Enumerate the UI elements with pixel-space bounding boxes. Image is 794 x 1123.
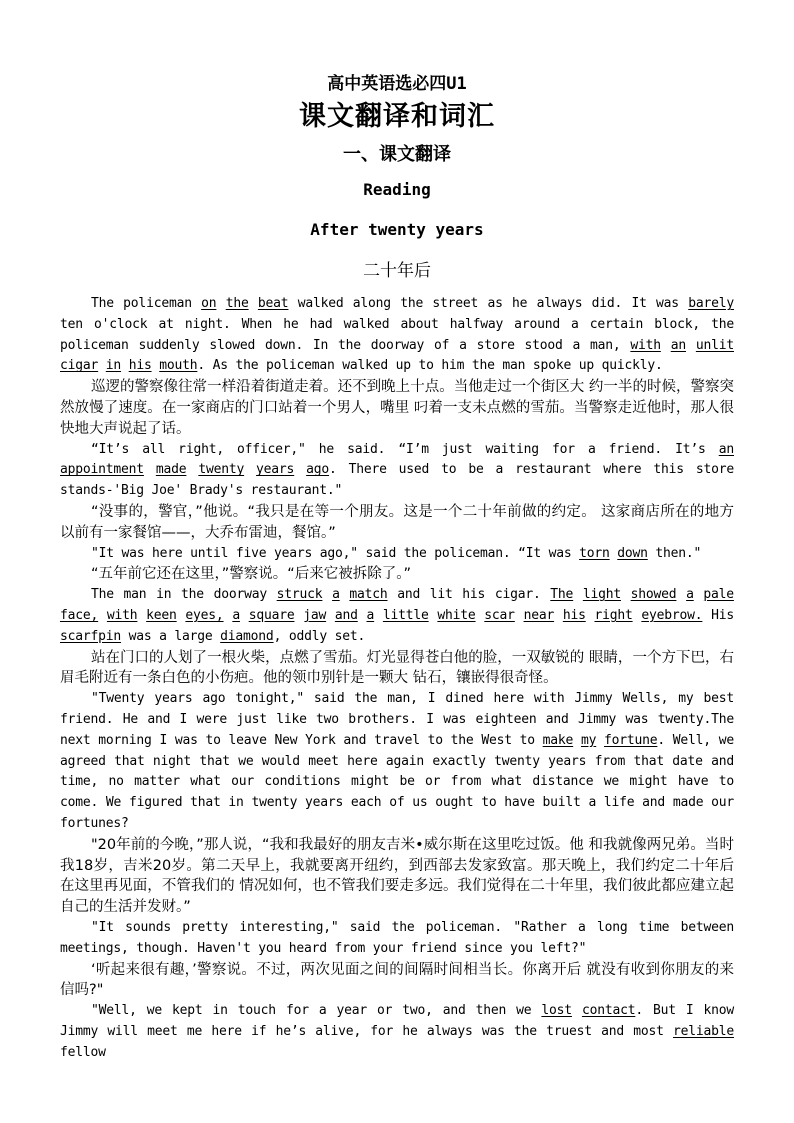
text-run: [358, 608, 367, 623]
text-run: walked along the street as he always did. It was: [288, 296, 689, 311]
text-run: [294, 608, 303, 623]
text-run: ten o'clock at night. When he had walked about halfway around a certain block, the policeman suddenly slowed down. In the doorway of a store stood a man,: [60, 316, 734, 353]
underlined-vocab: a: [366, 607, 375, 623]
text-run: [244, 462, 256, 477]
text-run: fellow: [60, 1044, 106, 1060]
underlined-vocab: beat: [257, 296, 289, 311]
paragraph-chinese: [60, 502, 734, 544]
text-run: "It sounds pretty interesting," said the policeman. "Rather a long time between meetings, though. Haven't you heard from your friend since you left?": [60, 919, 734, 956]
underlined-vocab: The: [550, 587, 574, 603]
text-run: “It’s all right, officer," he said. “I’m just waiting for a friend. It’s: [91, 441, 719, 457]
underlined-vocab: cigar: [60, 358, 99, 374]
text-run: "20年前的今晚，”那人说，“我和我最好的朋友吉米•威尔斯在这里吃过饭。他 和我就像两兄弟。当时我18岁，吉米20岁。第二天早上，我就要离开纽约，到西部去发家致富。那天晚上，我们约定二十年后在这里再见面，不管我们的 情况如何，也不管我们要走多远。我们觉得在二十年里，我们彼此都应建立起 自己的生活并发财。”: [60, 836, 734, 916]
text-run: [121, 358, 129, 373]
text-run: The man in the doorway: [91, 587, 277, 603]
underlined-vocab: twenty: [198, 462, 245, 478]
story-title-zh: 二十年后: [363, 261, 431, 281]
paragraph-english: [60, 918, 734, 960]
section-title: 一、课文翻译: [343, 144, 451, 165]
underlined-vocab: appointment: [60, 462, 144, 478]
underlined-vocab: barely: [688, 296, 734, 311]
underlined-vocab: eyes,: [185, 607, 224, 623]
text-run: [98, 608, 107, 623]
text-run: [98, 358, 106, 373]
text-run: [661, 338, 671, 353]
text-run: [573, 587, 583, 602]
paragraph-english: [60, 544, 734, 565]
underlined-vocab: jaw: [303, 607, 327, 623]
underlined-vocab: his: [562, 607, 586, 623]
text-run: "Twenty years ago tonight," said the man, I dined here with Jimmy Wells, my best friend. He and I were just like two brothers. I was eighteen and Jimmy was twenty.The next morning I was to leave New York and travel to the West to: [60, 691, 734, 748]
document-title: 高中英语选必四U1: [327, 74, 467, 94]
underlined-vocab: right: [594, 607, 633, 623]
text-run: then.": [647, 545, 702, 561]
text-run: . As the policeman walked up to him the man spoke up quickly.: [197, 358, 663, 374]
underlined-vocab: down: [617, 545, 648, 561]
text-run: . But I know Jimmy will meet me here if he’s alive, for he always was the truest and most: [60, 1003, 734, 1039]
text-run: and lit his cigar.: [387, 587, 551, 603]
underlined-vocab: scar: [484, 607, 515, 623]
text-run: “五年前它还在这里，”警察说。“后来它被拆除了。”: [91, 566, 412, 583]
paragraph-english: [60, 1001, 734, 1063]
underlined-vocab: ago: [306, 462, 330, 478]
underlined-vocab: lost: [541, 1003, 572, 1019]
underlined-vocab: make: [542, 732, 574, 748]
underlined-vocab: with: [630, 337, 661, 353]
underlined-vocab: scarfpin: [60, 628, 122, 644]
paragraph-chinese: [60, 377, 734, 439]
underlined-vocab: reliable: [672, 1023, 734, 1039]
text-run: [686, 338, 696, 353]
paragraph-english: [60, 689, 734, 835]
underlined-vocab: an: [670, 337, 686, 353]
underlined-vocab: pale: [703, 587, 734, 603]
underlined-vocab: square: [248, 607, 295, 623]
underlined-vocab: a: [232, 607, 240, 623]
underlined-vocab: unlit: [695, 337, 734, 353]
text-run: [144, 462, 156, 477]
text-run: [186, 462, 198, 477]
text-run: [476, 608, 485, 623]
text-run: [322, 587, 332, 602]
text-run: [515, 608, 524, 623]
document-page: [60, 64, 734, 1063]
underlined-vocab: match: [349, 587, 388, 603]
paragraph-english: [60, 585, 734, 647]
underlined-vocab: diamond: [220, 628, 274, 644]
paragraph-chinese: [60, 648, 734, 690]
body-text: [60, 294, 734, 1063]
text-run: [596, 733, 604, 748]
text-run: , oddly set.: [273, 628, 366, 644]
text-run: [294, 462, 306, 477]
paragraph-chinese: [60, 564, 734, 585]
text-run: "It was here until five years ago," said the policeman. “It was: [91, 545, 580, 561]
text-run: [326, 608, 335, 623]
text-run: . There used to be a restaurant where this store stands-'Big Joe' Brady's restaurant.": [60, 462, 734, 499]
text-run: [249, 296, 258, 311]
text-run: [694, 587, 704, 602]
text-run: [572, 1003, 582, 1018]
underlined-vocab: on: [201, 296, 217, 311]
underlined-vocab: his: [128, 358, 152, 374]
text-run: [374, 608, 383, 623]
text-run: [137, 608, 146, 623]
underlined-vocab: white: [437, 607, 476, 623]
underlined-vocab: struck: [276, 587, 323, 603]
underlined-vocab: made: [155, 462, 187, 478]
underlined-vocab: my: [580, 732, 597, 748]
underlined-vocab: keen: [146, 607, 177, 623]
underlined-vocab: eyebrow.: [641, 607, 703, 623]
underlined-vocab: showed: [630, 587, 677, 603]
subsection-title: Reading: [363, 180, 431, 199]
underlined-vocab: fortune: [604, 732, 658, 748]
paragraph-english: [60, 294, 734, 377]
underlined-vocab: in: [105, 358, 122, 374]
text-run: [676, 587, 686, 602]
text-run: The policeman: [91, 296, 202, 311]
underlined-vocab: with: [106, 607, 138, 623]
text-run: [340, 587, 350, 602]
text-run: [224, 608, 233, 623]
text-run: [216, 296, 225, 311]
paragraph-english: [60, 440, 734, 502]
underlined-vocab: and: [334, 607, 358, 623]
paragraph-chinese: [60, 835, 734, 918]
underlined-vocab: the: [225, 296, 249, 311]
text-run: His: [702, 607, 734, 623]
underlined-vocab: years: [256, 462, 295, 478]
underlined-vocab: mouth: [159, 358, 198, 374]
text-run: [240, 608, 249, 623]
paragraph-chinese: [60, 960, 734, 1002]
underlined-vocab: an: [718, 441, 734, 457]
underlined-vocab: torn: [579, 545, 610, 561]
main-title: 课文翻译和词汇: [299, 101, 495, 132]
text-run: [621, 587, 631, 602]
text-run: ‘听起来很有趣，’警察说。不过，两次见面之间的间隔时间相当长。你离开后 就没有收到你朋友的来信吗?": [60, 961, 734, 999]
story-title-en: After twenty years: [310, 220, 484, 239]
underlined-vocab: face,: [60, 607, 99, 623]
underlined-vocab: little: [382, 607, 429, 623]
underlined-vocab: near: [523, 607, 555, 623]
text-run: “没事的，警官，”他说。“我只是在等一个朋友。这是一个二十年前做的约定。 这家商店所在的地方以前有一家餐馆——，大乔布雷迪，餐馆。”: [60, 503, 734, 541]
underlined-vocab: a: [686, 587, 694, 603]
underlined-vocab: a: [332, 587, 340, 603]
underlined-vocab: contact: [581, 1003, 636, 1019]
text-run: [554, 608, 563, 623]
text-run: "Well, we kept in touch for a year or two, and then we: [91, 1003, 542, 1019]
underlined-vocab: light: [582, 587, 621, 603]
text-run: [573, 733, 581, 748]
text-run: . Well, we agreed that night that we would meet here again exactly twenty years from that date and time, no matter what our conditions might be or from what distance we might have to come. We figured that in twenty years each of us ought to have built a life and made our fortunes?: [60, 732, 734, 831]
text-run: 巡逻的警察像往常一样沿着街道走着。还不到晚上十点。当他走过一个街区大 约一半的时候，警察突然放慢了速度。在一家商店的门口站着一个男人，嘴里 叼着一支未点燃的雪茄。当警察走近他时，那人很快地大声说起了话。: [60, 379, 734, 437]
text-run: was a large: [121, 628, 221, 644]
text-run: 站在门口的人划了一根火柴，点燃了雪茄。灯光显得苍白他的脸，一双敏锐的 眼睛，一个方下巴，右眉毛附近有一条白色的小伤疤。他的领巾别针是一颗大 钻石，镶嵌得很奇怪。: [60, 649, 734, 687]
